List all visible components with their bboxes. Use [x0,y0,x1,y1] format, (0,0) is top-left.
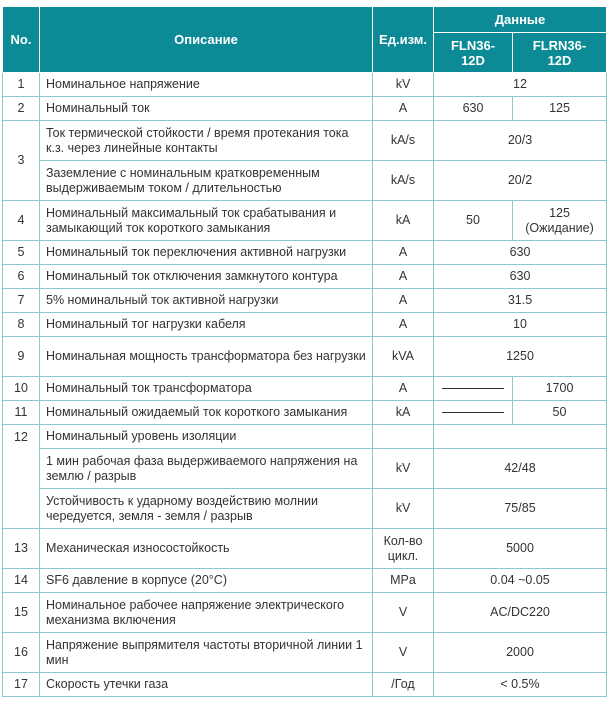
table-row [3,73,607,97]
row-description: 1 мин рабочая фаза выдерживаемого напряжения на землю / разрыв [40,449,373,489]
table-row [3,289,607,313]
row-unit: A [373,241,434,265]
row-unit: kV [373,489,434,529]
row-description: Устойчивость к ударному воздействию молнии чередуется, земля - земля / разрыв [40,489,373,529]
row-number: 11 [3,401,40,425]
row-description: Номинальный ток отключения замкнутого контура [40,265,373,289]
row-value: < 0.5% [434,673,607,697]
row-value: 630 [434,265,607,289]
row-description: Номинальный ток трансформатора [40,377,373,401]
header-description: Описание [40,7,373,73]
table-row [3,241,607,265]
row-number: 1 [3,73,40,97]
table-row [3,633,607,673]
row-description: Заземление с номинальным кратковременным выдерживаемым током / длительностью [40,161,373,201]
row-description: SF6 давление в корпусе (20°C) [40,569,373,593]
row-description: Номинальное напряжение [40,73,373,97]
row-number: 6 [3,265,40,289]
row-number: 5 [3,241,40,265]
row-value: 75/85 [434,489,607,529]
row-unit: A [373,265,434,289]
not-applicable-dash [442,388,504,389]
row-description: Ток термической стойкости / время протекания тока к.з. через линейные контакты [40,121,373,161]
row-value: 2000 [434,633,607,673]
header-model-fln36: FLN36-12D [434,33,513,73]
row-description: Номинальный ток [40,97,373,121]
table-row [3,673,607,697]
row-number: 9 [3,337,40,377]
row-number: 14 [3,569,40,593]
header-no: No. [3,7,40,73]
row-unit: V [373,633,434,673]
row-value: 20/2 [434,161,607,201]
row-value: 0.04 ~0.05 [434,569,607,593]
row-description: Номинальный уровень изоляции [40,425,373,449]
table-row [3,161,607,201]
row-number: 8 [3,313,40,337]
row-unit: kV [373,449,434,489]
row-description: Номинальный тог нагрузки кабеля [40,313,373,337]
row-value: 5000 [434,529,607,569]
row-unit: kA [373,401,434,425]
table-row [3,593,607,633]
row-description: Номинальный максимальный ток срабатывания и замыкающий ток короткого замыкания [40,201,373,241]
table-row [3,97,607,121]
row-value-flrn36: 125 [513,97,607,121]
row-number: 10 [3,377,40,401]
row-value: 42/48 [434,449,607,489]
row-value: 1250 [434,337,607,377]
row-unit: kA [373,201,434,241]
table-row [3,313,607,337]
table-row [3,489,607,529]
row-value-fln36 [434,401,513,425]
row-unit: kV [373,73,434,97]
row-value [434,425,607,449]
row-description: Номинальный ожидаемый ток короткого замыкания [40,401,373,425]
row-description: Номинальный ток переключения активной нагрузки [40,241,373,265]
row-description: Механическая износостойкость [40,529,373,569]
row-value-fln36 [434,377,513,401]
row-value-flrn36: 50 [513,401,607,425]
row-unit: A [373,313,434,337]
row-number: 17 [3,673,40,697]
row-description: Номинальная мощность трансформатора без нагрузки [40,337,373,377]
row-description: Номинальное рабочее напряжение электрического механизма включения [40,593,373,633]
row-value: 12 [434,73,607,97]
row-value: 20/3 [434,121,607,161]
row-number: 15 [3,593,40,633]
header-model-flrn36: FLRN36-12D [513,33,607,73]
table-row [3,529,607,569]
table-row [3,201,607,241]
row-unit: Кол-во цикл. [373,529,434,569]
table-row [3,401,607,425]
row-unit: V [373,593,434,633]
table-row [3,569,607,593]
row-value: 630 [434,241,607,265]
table-row [3,337,607,377]
row-value-fln36: 50 [434,201,513,241]
row-description: 5% номинальный ток активной нагрузки [40,289,373,313]
row-number: 12 [3,425,40,529]
row-value: 31.5 [434,289,607,313]
row-description: Скорость утечки газа [40,673,373,697]
value-line: 125 [549,205,570,220]
row-unit: kA/s [373,161,434,201]
row-number: 16 [3,633,40,673]
row-value: 10 [434,313,607,337]
table-row [3,425,607,449]
row-number: 2 [3,97,40,121]
specifications-table [2,6,607,697]
table-header [3,7,607,73]
table-row [3,265,607,289]
row-value-fln36: 630 [434,97,513,121]
not-applicable-dash [442,412,504,413]
row-unit: /Год [373,673,434,697]
row-unit: kA/s [373,121,434,161]
row-number: 7 [3,289,40,313]
row-unit: A [373,377,434,401]
row-value: AC/DC220 [434,593,607,633]
row-value-flrn36 [513,201,607,241]
table-row [3,449,607,489]
row-unit: A [373,289,434,313]
row-number: 13 [3,529,40,569]
row-value-flrn36: 1700 [513,377,607,401]
row-unit [373,425,434,449]
row-description: Напряжение выпрямителя частоты вторичной линии 1 мин [40,633,373,673]
row-unit: kVA [373,337,434,377]
row-unit: MPa [373,569,434,593]
header-unit: Ед.изм. [373,7,434,73]
row-unit: A [373,97,434,121]
table-row [3,121,607,161]
row-number: 3 [3,121,40,201]
header-data: Данные [434,7,607,33]
table-row [3,377,607,401]
row-number: 4 [3,201,40,241]
value-line: (Ожидание) [525,220,594,235]
